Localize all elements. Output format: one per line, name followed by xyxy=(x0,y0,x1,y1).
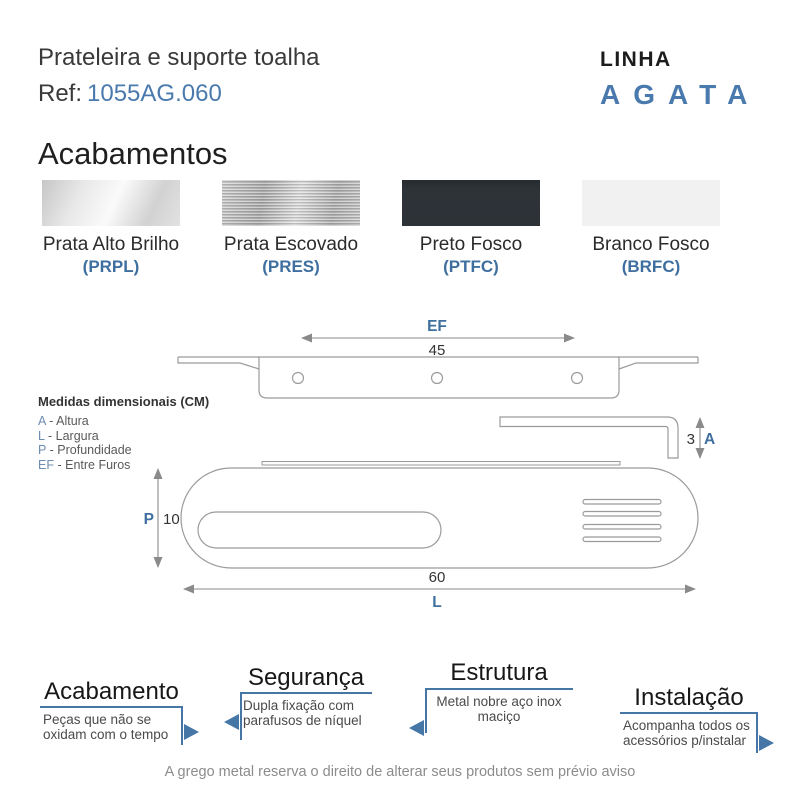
dimension-ef xyxy=(302,318,574,359)
feature-connector xyxy=(756,712,758,753)
brand-block xyxy=(600,48,790,111)
screw-hole xyxy=(572,373,583,384)
finish-item xyxy=(390,180,552,277)
feature-title: Instalação xyxy=(634,684,744,711)
finish-item xyxy=(30,180,192,277)
feature-connector xyxy=(425,688,427,733)
finish-item xyxy=(570,180,732,277)
legend-item: EF - Entre Furos xyxy=(38,457,131,472)
dimension-a xyxy=(687,418,716,458)
svg-text:60: 60 xyxy=(428,569,446,586)
legend-item: A - Altura xyxy=(38,414,89,428)
arrow-left-icon xyxy=(224,714,239,730)
svg-text:EF: EF xyxy=(427,318,447,335)
feature-rule xyxy=(40,706,183,708)
feature-rule xyxy=(620,712,758,714)
page-title: Prateleira e suporte toalha xyxy=(38,44,320,71)
dimension-legend xyxy=(38,394,209,472)
feature-rule xyxy=(425,688,573,690)
feature-description: Acompanha todos os acessórios p/instalar xyxy=(623,718,750,748)
finish-name: Preto Fosco xyxy=(419,234,523,255)
svg-text:L: L xyxy=(432,594,442,611)
feature-title: Segurança xyxy=(247,664,365,691)
finish-item xyxy=(210,180,372,277)
brand-line-name: AGATA xyxy=(600,79,761,110)
dimension-l xyxy=(184,569,695,611)
finish-name: Prata Alto Brilho xyxy=(42,234,180,255)
finish-code: (PRPL) xyxy=(82,257,140,276)
ref-label: Ref: xyxy=(38,80,83,107)
svg-text:P: P xyxy=(143,511,154,528)
finishes-heading: Acabamentos xyxy=(38,136,228,171)
finish-name: Branco Fosco xyxy=(592,234,710,255)
rail-front-view xyxy=(178,357,698,398)
finish-code: (PTFC) xyxy=(443,257,499,276)
finish-swatch-black-matte xyxy=(402,180,540,226)
screw-hole xyxy=(293,373,304,384)
feature-description: Metal nobre aço inox maciço xyxy=(436,694,562,724)
legend-title: Medidas dimensionais (CM) xyxy=(38,394,210,409)
wall-plate-edge xyxy=(262,462,620,466)
shelf-top-view xyxy=(181,462,698,569)
finish-swatch-white-matte xyxy=(582,180,720,226)
feature-description: Dupla fixação com parafusos de níquel xyxy=(243,698,362,728)
screw-hole xyxy=(432,373,443,384)
finish-swatch-silver-gloss xyxy=(42,180,180,226)
svg-text:10: 10 xyxy=(163,511,180,528)
feature-card-acabamento xyxy=(40,678,183,743)
feature-rule xyxy=(240,692,372,694)
finishes-row xyxy=(30,180,732,277)
feature-connector xyxy=(181,706,183,745)
feature-card-estrutura xyxy=(425,658,573,725)
finish-code: (PRES) xyxy=(262,257,320,276)
feature-connector xyxy=(240,693,242,740)
feature-card-seguranca xyxy=(240,664,372,729)
svg-text:45: 45 xyxy=(428,342,446,359)
brand-line-label: LINHA xyxy=(600,48,672,71)
arrow-right-icon xyxy=(759,735,774,751)
ref-value: 1055AG.060 xyxy=(87,80,222,107)
svg-text:3: 3 xyxy=(686,431,695,448)
legend-item: P - Profundidade xyxy=(38,443,132,458)
dimension-p xyxy=(144,469,180,567)
finish-code: (BRFC) xyxy=(621,257,681,276)
feature-card-instalacao xyxy=(620,684,758,749)
product-ref xyxy=(38,80,222,108)
feature-description: Peças que não se oxidam com o tempo xyxy=(43,712,169,742)
arrow-left-icon xyxy=(409,720,424,736)
legend-item: L - Largura xyxy=(38,428,99,443)
towel-slot xyxy=(198,512,441,548)
drain-slots xyxy=(583,500,661,542)
feature-title: Acabamento xyxy=(44,678,179,705)
bracket-side-view xyxy=(500,417,678,458)
footer-disclaimer: A grego metal reserva o direito de alterar seus produtos sem prévio aviso xyxy=(164,764,636,780)
arrow-right-icon xyxy=(184,724,199,740)
finish-swatch-silver-brushed xyxy=(222,180,360,226)
finish-name: Prata Escovado xyxy=(223,234,359,255)
feature-title: Estrutura xyxy=(450,659,548,686)
svg-text:A: A xyxy=(704,431,716,448)
